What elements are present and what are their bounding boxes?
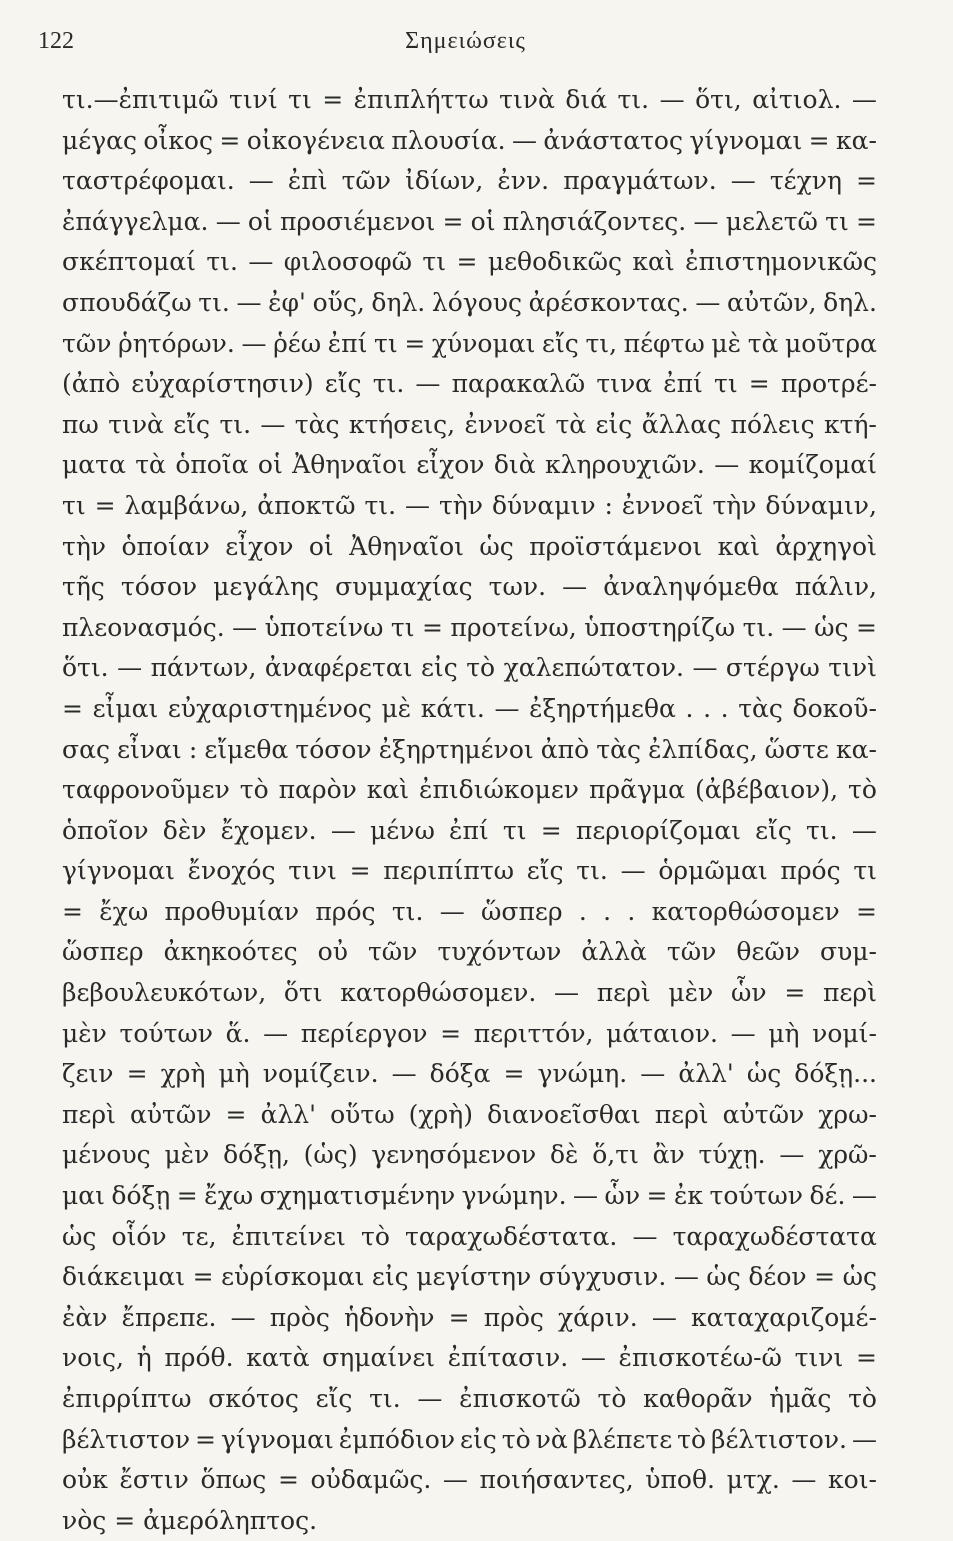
page-number: 122 xyxy=(38,28,74,54)
text-line: (ἀπὸ εὐχαρίστησιν) εἴς τι. — παρακαλῶ τινα ἐπί τι = προτρέ- xyxy=(62,369,877,399)
text-line: σας εἶναι : εἴμεθα τόσον ἐξηρτημένοι ἀπὸ τὰς ἐλπίδας, ὥστε κα- xyxy=(62,734,877,764)
text-line: πω τινὰ εἴς τι. — τὰς κτήσεις, ἐννοεῖ τὰ εἰς ἄλλας πόλεις κτή- xyxy=(62,409,877,439)
text-line: γίγνομαι ἔνοχός τινι = περιπίπτω εἴς τι. — ὁρμῶμαι πρός τι xyxy=(62,856,877,886)
text-line: ταστρέφομαι. — ἐπὶ τῶν ἰδίων, ἐνν. πραγμάτων. — τέχνη = xyxy=(62,166,877,196)
text-line: ἐὰν ἔπρεπε. — πρὸς ἡδονὴν = πρὸς χάριν. — καταχαριζομέ- xyxy=(62,1302,877,1332)
text-line: νοις, ἡ πρόθ. κατὰ σημαίνει ἐπίτασιν. — ἐπισκοτέω-ῶ τινι = xyxy=(62,1343,877,1373)
text-line: τὴν ὁποίαν εἶχον οἱ Ἀθηναῖοι ὡς προϊστάμενοι καὶ ἀρχηγοὶ xyxy=(62,531,877,561)
text-line: τῶν ῥητόρων. — ῥέω ἐπί τι = χύνομαι εἴς τι, πέφτω μὲ τὰ μοῦτρα xyxy=(62,328,877,358)
text-line: ὁποῖον δὲν ἔχομεν. — μένω ἐπί τι = περιορίζομαι εἴς τι. — xyxy=(62,815,877,845)
text-line: νὸς = ἀμερόληπτος. xyxy=(62,1505,318,1535)
text-line: ματα τὰ ὁποῖα οἱ Ἀθηναῖοι εἶχον διὰ κληρουχιῶν. — κομίζομαί xyxy=(62,450,877,480)
text-line: = ἔχω προθυμίαν πρός τι. — ὥσπερ . . . κατορθώσομεν = xyxy=(62,896,877,926)
text-line: μέγας οἶκος = οἰκογένεια πλουσία. — ἀνάστατος γίγνομαι = κα- xyxy=(62,125,877,155)
text-line: σκέπτομαί τι. — φιλοσοφῶ τι = μεθοδικῶς καὶ ἐπιστημονικῶς xyxy=(62,247,877,277)
text-line: περὶ αὐτῶν = ἀλλ' οὕτω (χρὴ) διανοεῖσθαι περὶ αὐτῶν χρω- xyxy=(62,1099,877,1129)
page-header xyxy=(38,28,893,68)
text-line: τι = λαμβάνω, ἀποκτῶ τι. — τὴν δύναμιν : ἐννοεῖ τὴν δύναμιν, xyxy=(62,490,877,520)
text-line: βεβουλευκότων, ὅτι κατορθώσομεν. — περὶ μὲν ὧν = περὶ xyxy=(62,978,877,1008)
text-line: ἐπάγγελμα. — οἱ προσιέμενοι = οἱ πλησιάζοντες. — μελετῶ τι = xyxy=(62,206,877,236)
text-line: ὡς οἷόν τε, ἐπιτείνει τὸ ταραχωδέστατα. — ταραχωδέστατα xyxy=(62,1221,877,1251)
text-line: ἐπιρρίπτω σκότος εἴς τι. — ἐπισκοτῶ τὸ καθορᾶν ἡμᾶς τὸ xyxy=(62,1384,877,1413)
text-line: διάκειμαι = εὑρίσκομαι εἰς μεγίστην σύγχυσιν. — ὡς δέον = ὡς xyxy=(62,1262,877,1292)
text-line: ζειν = χρὴ μὴ νομίζειν. — δόξα = γνώμη. — ἀλλ' ὡς δόξῃ... xyxy=(62,1059,877,1089)
text-line: οὐκ ἔστιν ὅπως = οὐδαμῶς. — ποιήσαντες, ὑποθ. μτχ. — κοι- xyxy=(62,1465,877,1495)
text-line: τι.—ἐπιτιμῶ τινί τι = ἐπιπλήττω τινὰ διά τι. — ὅτι, αἰτιολ. — xyxy=(62,85,877,114)
text-line: βέλτιστον = γίγνομαι ἐμπόδιον εἰς τὸ νὰ βλέπετε τὸ βέλτιστον. — xyxy=(62,1424,877,1454)
text-line: τῆς τόσον μεγάλης συμμαχίας των. — ἀναληψόμεθα πάλιν, xyxy=(62,572,877,602)
text-line: πλεονασμός. — ὑποτείνω τι = προτείνω, ὑποστηρίζω τι. — ὡς = xyxy=(62,612,877,642)
text-line: ὥσπερ ἀκηκοότες οὐ τῶν τυχόντων ἀλλὰ τῶν θεῶν συμ- xyxy=(62,937,877,967)
text-line: μένους μὲν δόξῃ, (ὡς) γενησόμενον δὲ ὅ,τι ἂν τύχῃ. — χρῶ- xyxy=(62,1140,877,1170)
text-line: μὲν τούτων ἅ. — περίεργον = περιττόν, μάταιον. — μὴ νομί- xyxy=(62,1018,877,1048)
text-line: μαι δόξῃ = ἔχω σχηματισμένην γνώμην. — ὧν = ἐκ τούτων δέ. — xyxy=(62,1181,877,1211)
text-line: ὅτι. — πάντων, ἀναφέρεται εἰς τὸ χαλεπώτατον. — στέργω τινὶ xyxy=(62,653,877,683)
text-line: = εἶμαι εὐχαριστημένος μὲ κάτι. — ἐξηρτήμεθα . . . τὰς δοκοῦ- xyxy=(62,693,877,723)
text-line: σπουδάζω τι. — ἐφ' οὕς, δηλ. λόγους ἀρέσκοντας. — αὐτῶν, δηλ. xyxy=(62,287,877,317)
notes-text xyxy=(62,80,877,1541)
text-line: ταφρονοῦμεν τὸ παρὸν καὶ ἐπιδιώκομεν πρᾶγμα (ἀβέβαιον), τὸ xyxy=(62,775,877,805)
running-title: Σημειώσεις xyxy=(405,28,526,54)
